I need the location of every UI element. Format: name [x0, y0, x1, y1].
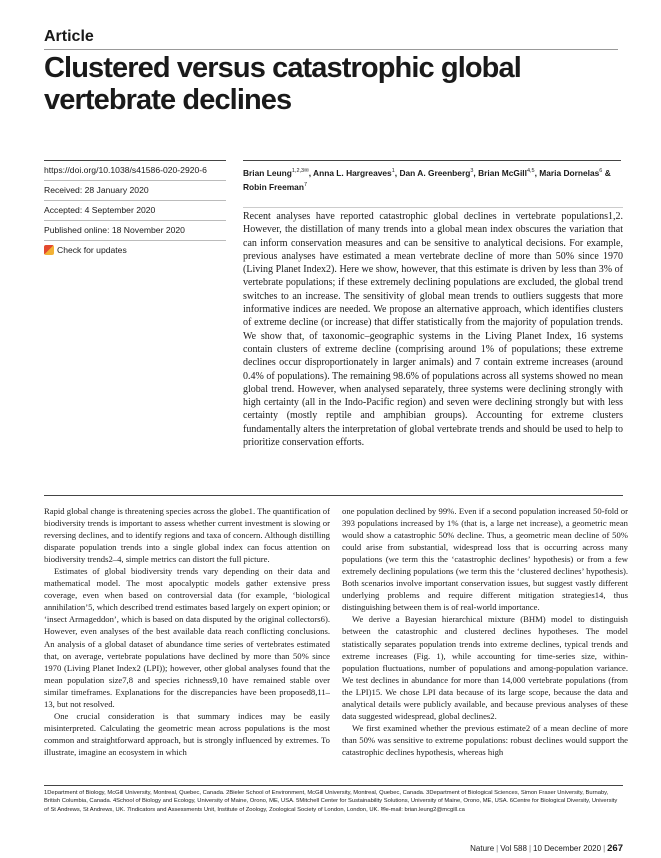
author-name: Anna L. Hargreaves [313, 167, 392, 178]
check-updates-label: Check for updates [57, 245, 127, 255]
issue-date: 10 December 2020 [533, 844, 602, 853]
author-name: Dan A. Greenberg [399, 167, 471, 178]
crossmark-icon [44, 245, 54, 255]
received-date: Received: 28 January 2020 [44, 181, 226, 201]
author-affiliation-marker: 7 [303, 181, 308, 188]
body-paragraph: We first examined whether the previous estimate2 of a mean decline of more than 50% was sensitive to extreme populations: robust declines would support the catastrophic declines hypothesis, whereas high [342, 722, 628, 757]
author-name: & Robin Freeman [243, 167, 611, 192]
article-type-label: Article [44, 28, 94, 45]
published-date: Published online: 18 November 2020 [44, 221, 226, 241]
top-rule [44, 49, 618, 50]
author-separator: , [534, 167, 540, 178]
author-separator: , [394, 167, 400, 178]
author-affiliation-marker: 4,5 [526, 168, 535, 174]
author-list [243, 160, 621, 193]
page-footer: Nature | Vol 588 | 10 December 2020 | 267 [470, 843, 623, 854]
footnote-rule [44, 785, 623, 786]
body-column-right [342, 505, 628, 758]
affiliations: 1Department of Biology, McGill University, Montreal, Quebec, Canada. 2Bieler School of Environment, McGill University, Montreal, Quebec, Canada. 3Department of Biological Sciences, Simon Fraser University, Burnaby, British Columbia, Canada. 4School of Biology and Ecology, University of Maine, Orono, ME, USA. 5Mitchell Center for Sustainability Solutions, University of Maine, Orono, ME, USA. 6Centre for Biological Diversity, University of St Andrews, St Andrews, UK. 7Indicators and Assessments Unit, Institute of Zoology, Zoological Society of London, London, UK. ✉e-mail: brian.leung2@mcgill.ca [44, 790, 618, 813]
author-name: Brian Leung [243, 167, 292, 178]
author-separator: , [308, 167, 314, 178]
article-metadata [44, 160, 226, 260]
body-column-left [44, 505, 330, 758]
page-number: 267 [607, 843, 623, 854]
body-paragraph: one population declined by 99%. Even if a second population increased 50-fold or 393 populations increased by 1% (that is, a large net increase), a geometric mean would show a catastrophic 50% decline. Thus, a geometric mean decline of 50% could arise from substantial, widespread loss that is occurring across many populations (we term this the ‘catastrophic declines’ hypothesis) or from a few extremely declining populations (we term this the ‘clustered declines’ hypothesis). Both scenarios involve important conservation issues, but suggest vastly different underlying problems and require different mitigation strategies14, thus distinguishing between them is of real-world importance. [342, 506, 628, 613]
author-name: Brian McGill [478, 167, 527, 178]
journal-volume: Vol 588 [500, 844, 527, 853]
accepted-date: Accepted: 4 September 2020 [44, 201, 226, 221]
check-updates-button[interactable] [44, 241, 226, 260]
author-affiliation-marker: 1,2,3✉ [291, 168, 309, 174]
author-affiliation-marker: 3 [470, 168, 474, 174]
body-paragraph: One crucial consideration is that summary indices may be easily misinterpreted. Calculating the geometric mean across populations is the most common and straightforward approach, but is strongly influenced by extremes. To illustrate, imagine an ecosystem in which [44, 710, 330, 757]
author-affiliation-marker: 1 [391, 168, 395, 174]
author-name: Maria Dornelas [539, 167, 600, 178]
author-affiliation-marker: 6 [599, 168, 603, 174]
abstract: Recent analyses have reported catastrophic global declines in vertebrate populations1,2. However, the distillation of many trends into a global mean index obscures the variation that can inform conservation measures and can be sensitive to analytical decisions. For example, previous analyses have estimated a mean vertebrate decline of more than 50% since 1970 (Living Planet Index2). Here we show, however, that this estimate is driven by less than 3% of vertebrate populations; if these extremely declining populations are excluded, the global trend switches to an increase. The sensitivity of global mean trends to outliers suggests that more informative indices are needed. We propose an alternative approach, which identifies clusters of extreme decline (or increase) that differ statistically from the majority of population trends. We show that, of taxonomic–geographic systems in the Living Planet Index, 16 systems contain clusters of extreme decline (comprising around 1% of populations; these extreme declines occur disproportionately in larger animals) and 7 contain extreme increases (around 0.4% of populations). The remaining 98.6% of populations across all systems showed no mean global trend. However, when analysed separately, three systems were declining strongly with high certainty (all in the Indo-Pacific region) and seven were declining strongly but with less certainty (mostly reptile and amphibian groups). Accounting for extreme clusters fundamentally alters the interpretation of global vertebrate trends and should be used to help to prioritize conservation efforts. [243, 207, 623, 449]
body-paragraph: Estimates of global biodiversity trends vary depending on their data and mathematical model. The most apocalyptic models gather extensive press coverage, even when based on controversial data (for example, ‘biological annihilation’5, which described trend estimates based largely on expert opinion; or ‘insect Armageddon’, which is based on data disputed by the original collectors6). However, even analyses of the best available data reach conflicting conclusions. An analysis of a global dataset of abundance time series of vertebrates estimated that, on average, vertebrate populations have declined by more than 50% since 1970 (Living Planet Index2 (LPI)); however, other global analyses found that the mean population size7,8 and species richness9,10 have remained stable over similar timeframes. Explanations for the discrepancies have been proposed8,11–13, but not resolved. [44, 566, 330, 709]
body-paragraph: Rapid global change is threatening species across the globe1. The quantification of biodiversity trends is important to assess whether current investment is slowing or reversing declines, and to identify regions and taxa of concern. Although distilling disparate population trends into a single global index can focus attention on biodiversity trends2–4, simple metrics can distort the full picture. [44, 506, 330, 565]
body-paragraph: We derive a Bayesian hierarchical mixture (BHM) model to distinguish between the catastrophic and clustered declines hypotheses. The model statistically separates population trends into extreme declines, typical trends and extreme increases (Fig. 1), while accounting for time-series size, within-population fluctuations, number of populations and among-population variance. We test declines in abundance for more than 14,000 vertebrate populations (from the LPI)15. We chose LPI data because of its large scope, because the data and analytical details were publicly available, and because previous analyses of these data suggested widespread, global declines2. [342, 614, 628, 721]
doi-link[interactable]: https://doi.org/10.1038/s41586-020-2920-6 [44, 160, 226, 181]
article-title: Clustered versus catastrophic global vertebrate declines [44, 52, 521, 116]
journal-name: Nature [470, 844, 495, 853]
author-separator: , [473, 167, 479, 178]
section-rule [44, 495, 623, 496]
